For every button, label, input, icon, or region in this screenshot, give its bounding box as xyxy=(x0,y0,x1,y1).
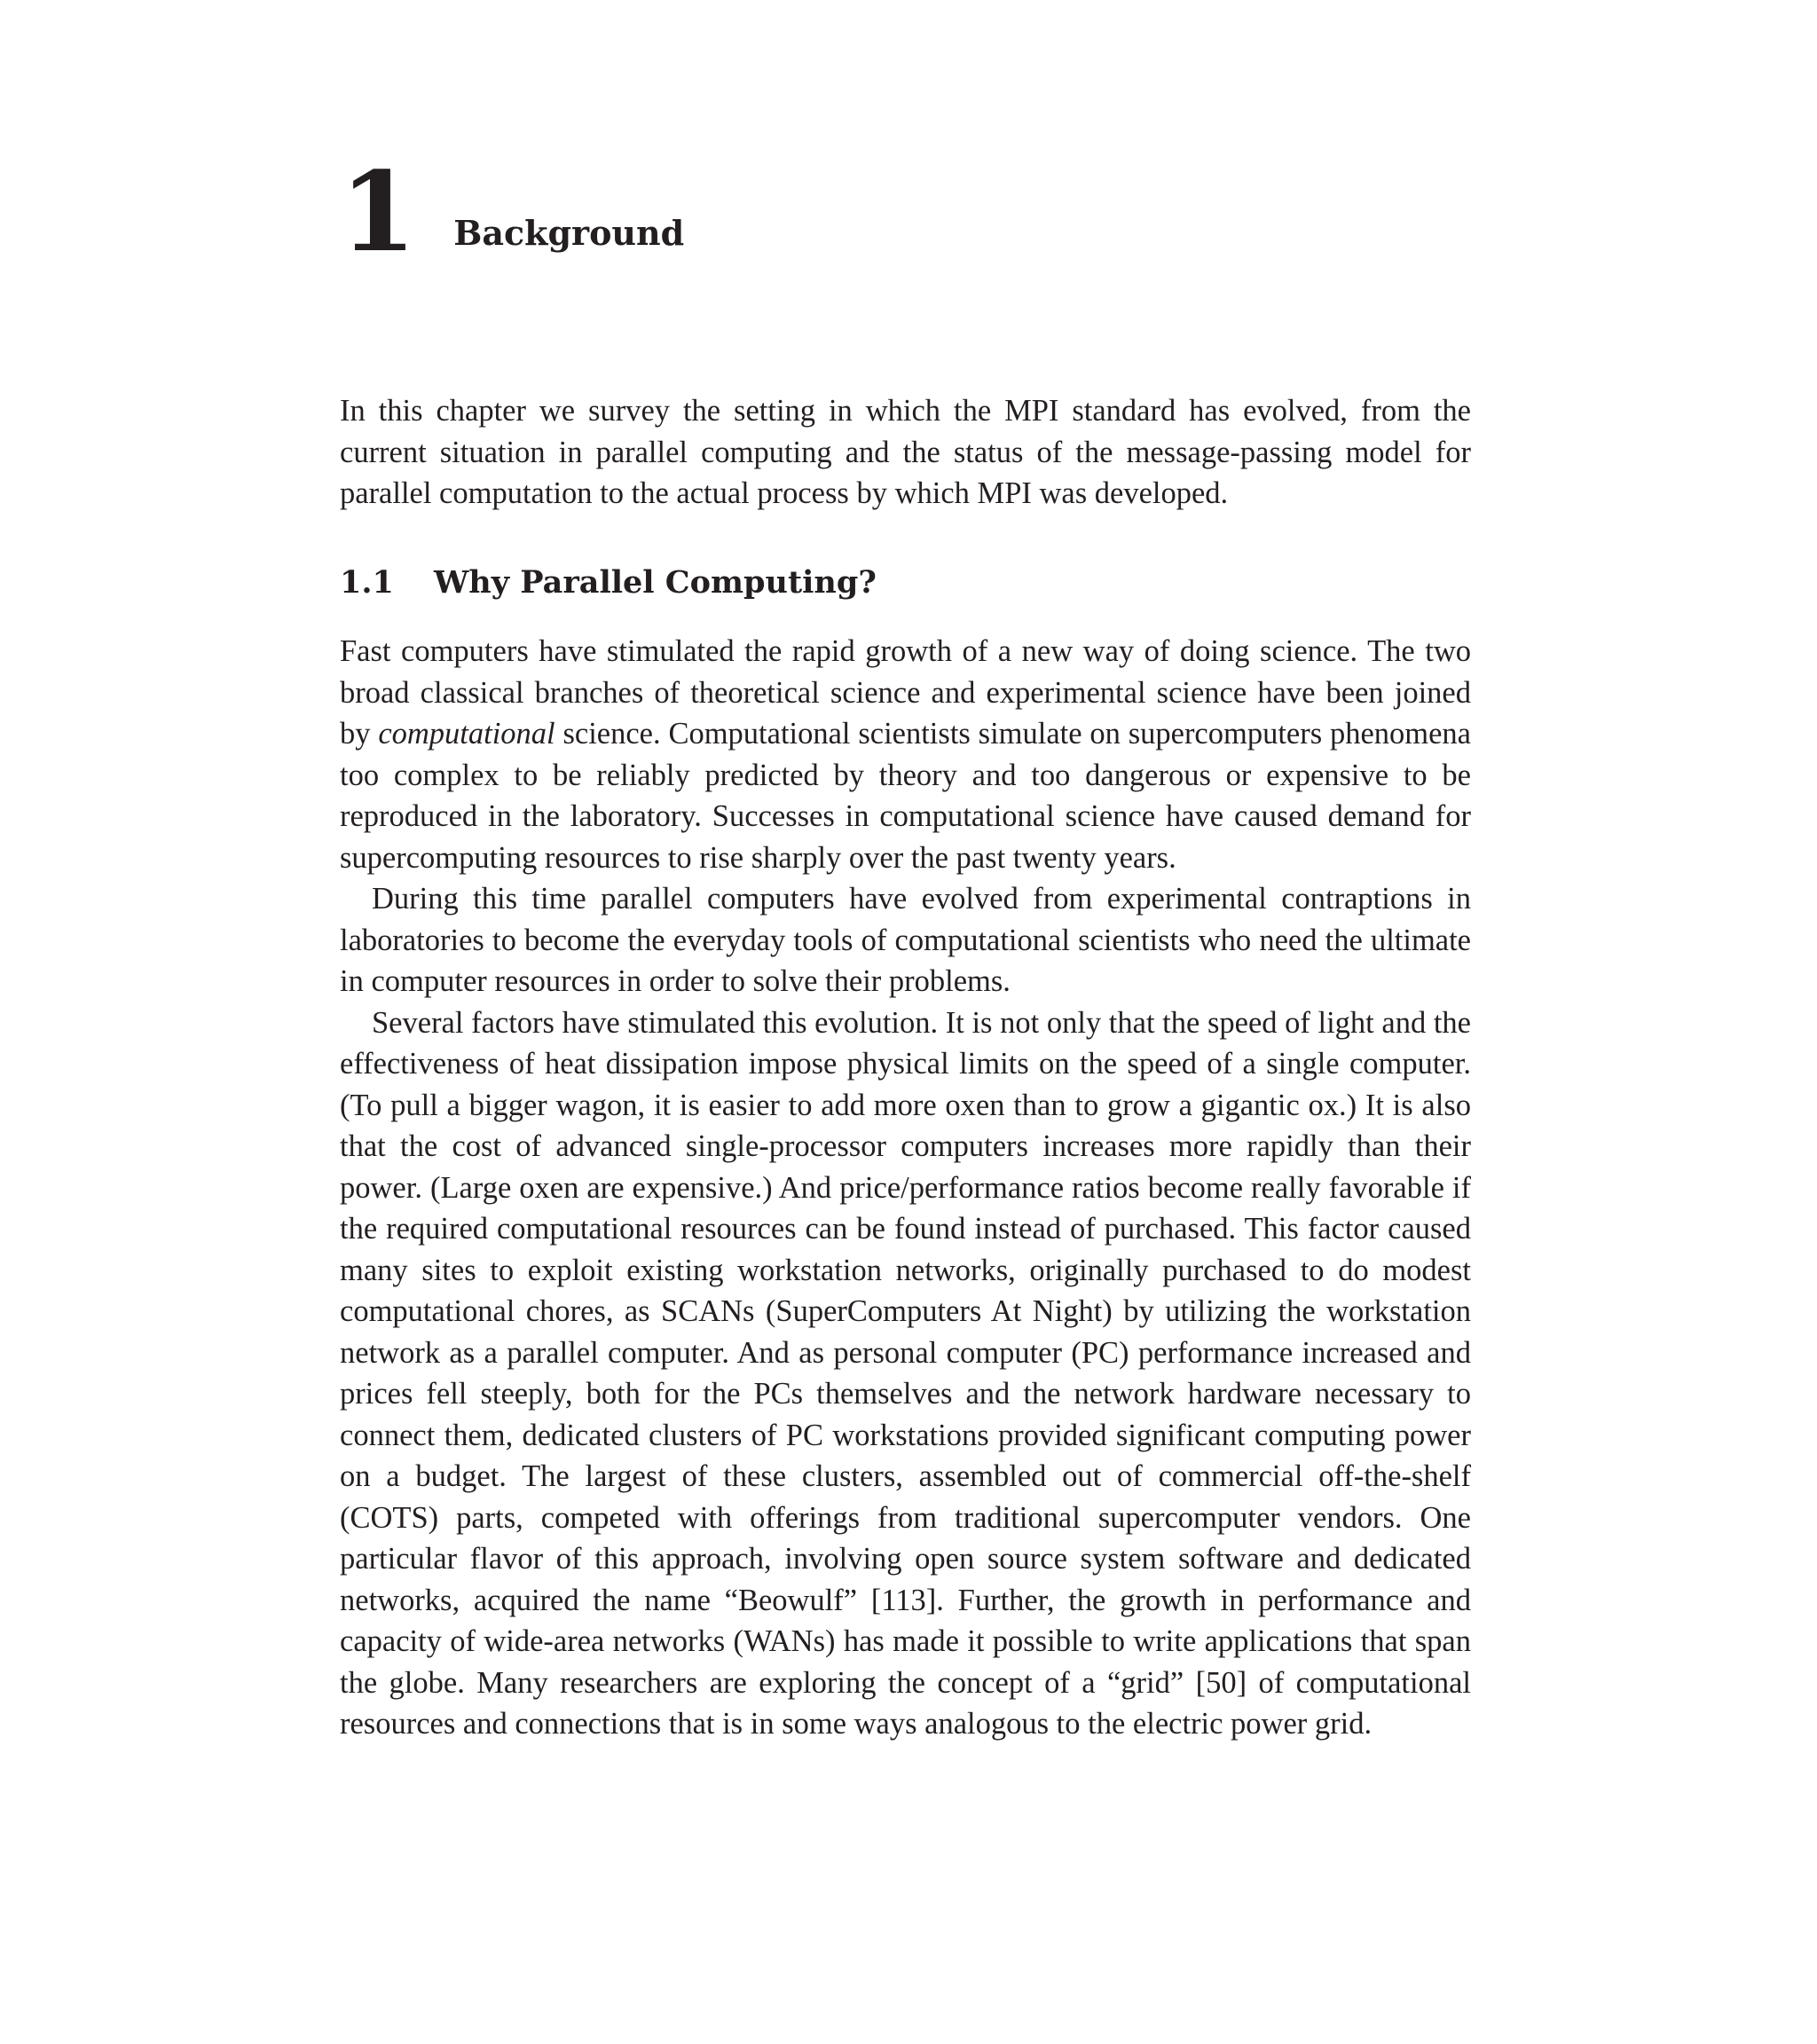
paragraph-1-part-b: science. Computational scientists simulate on supercomputers phenomena too complex to be reliably predicted by theory and too dangerous or expensive to be reproduced in the laboratory. Successes in computational science have caused demand for supercomputing resources to rise sharply over the past twenty years. xyxy=(340,717,1471,875)
paragraph-3: Several factors have stimulated this evolution. It is not only that the speed of light and the effectiveness of heat dissipation impose physical limits on the speed of a single computer. (To pull a bigger wagon, it is easier to add more oxen than to grow a gigantic ox.) It is also that the cost of advanced single-processor computers increases more rapidly than their power. (Large oxen are expensive.) And price/performance ratios become really favorable if the required computational resources can be found instead of purchased. This factor caused many sites to exploit existing workstation networks, originally purchased to do modest computational chores, as SCANs (SuperComputers At Night) by utilizing the workstation network as a parallel computer. And as personal computer (PC) performance increased and prices fell steeply, both for the PCs themselves and the network hardware necessary to connect them, dedicated clusters of PC workstations provided significant computing power on a budget. The largest of these clusters, assembled out of commercial off-the-shelf (COTS) parts, competed with offerings from traditional supercomputer vendors. One particular flavor of this approach, involving open source system software and dedicated networks, acquired the name “Beowulf” [113]. Further, the growth in performance and capacity of wide-area networks (WANs) has made it possible to write applications that span the globe. Many researchers are exploring the concept of a “grid” [50] of computational resources and connections that is in some ways analogous to the electric power grid. xyxy=(340,1005,1471,1741)
section-heading xyxy=(340,562,877,604)
paragraph-1-part-a: Fast computers have stimulated the rapid growth of a new way of doing science. The two broad classical branches of theoretical science and experimental science have been joined by xyxy=(340,634,1471,751)
intro-paragraph: In this chapter we survey the setting in which the MPI standard has evolved, from the current situation in parallel computing and the status of the message-passing model for parallel computation to the actual process by which MPI was developed. xyxy=(340,394,1471,510)
section-title: Why Parallel Computing? xyxy=(434,564,877,601)
chapter-heading xyxy=(340,140,685,277)
section-number: 1.1 xyxy=(340,564,394,601)
paragraph-2: During this time parallel computers have evolved from experimental contraptions in laboratories to become the everyday tools of computational scientists who need the ultimate in computer resources in order to solve their problems. xyxy=(340,882,1471,998)
chapter-title: Background xyxy=(453,213,685,253)
chapter-number: 1 xyxy=(340,148,417,277)
emphasized-term: computational xyxy=(378,717,555,751)
chapter-intro xyxy=(340,390,1471,515)
paragraph-1 xyxy=(340,631,1471,878)
section-body xyxy=(340,631,1471,1745)
